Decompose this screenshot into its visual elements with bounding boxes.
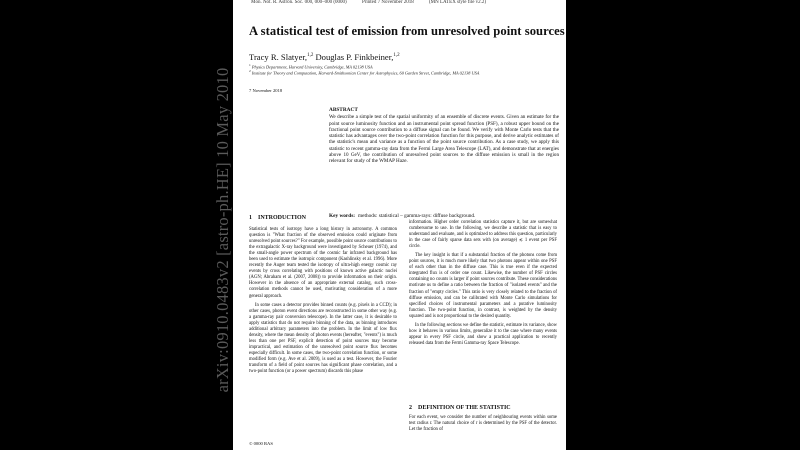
definition-paragraph-1: For each event, we consider the number of neighbouring events within some test radius r. The natural choice of r is determined by the PSF of the detector. Let the fraction of <box>409 415 557 433</box>
paper-page <box>233 0 566 450</box>
keywords-text: methods: statistical – gamma-rays: diffuse background. <box>358 213 476 219</box>
section-2-number: 2 <box>409 405 412 411</box>
section-introduction-heading <box>249 215 306 221</box>
abstract-heading: ABSTRACT <box>329 107 358 113</box>
affiliation-1-text: Physics Department, Harvard University, Cambridge, MA 02138 USA <box>250 64 373 70</box>
author-list <box>249 52 400 62</box>
arxiv-identifier <box>212 60 234 400</box>
affiliation-2-mark: 2 <box>249 69 251 73</box>
arxiv-identifier-text: arXiv:0910.0483v2 [astro-ph.HE] 10 May 2010 <box>213 67 232 393</box>
copyright-footer: © 0000 RAS <box>249 441 273 446</box>
right-column <box>409 220 557 350</box>
keywords-label: Key words: <box>329 213 356 219</box>
intro-paragraph-5: In the following sections we define the statistic, estimate its variance, show how it behaves in various limits, generalize it to the case where many events appear in every PSF circle, and show a practical application to recently released data from the Fermi Gamma-ray Space Telescope. <box>409 322 557 346</box>
intro-paragraph-2: In some cases a detector provides binned counts (e.g. pixels in a CCD); in other cases, photon event directions are reconstructed in some other way (e.g. a gamma-ray pair conversion telescope). In the latter case, it is desirable to apply statistics that do not require binning of the data, as binning introduces additional arbitrary parameters into the problem. In the limit of low flux density, where the mean density of photon events (hereafter, "events") is much less than one per PSF, explicit detection of point sources may become impractical, and estimation of the unresolved point source flux becomes especially difficult. In some cases, the two-point correlation function, or some modified form (e.g. Ave et al. 2009), is used as a test. However, the Fourier transform of a field of point sources has significant phase correlation, and a two-point function (or a power spectrum) discards this phase <box>249 302 397 375</box>
author-1: Tracy R. Slatyer, <box>249 52 308 62</box>
section-definition-heading <box>409 405 511 411</box>
running-head <box>251 0 551 5</box>
intro-paragraph-4: The key insight is that if a substantial fraction of the photons come from point sources, it is much more likely that two photons appear within one PSF of each other than in the diffuse case. This is true even if the expected integrated flux is of order one count. Likewise, the number of PSF circles containing no counts is larger if point sources contribute. These considerations motivate us to define a ratio between the fraction of "isolated events" and the fraction of "empty circles." This ratio is very closely related to the fraction of diffuse emission, and can be calibrated with Monte Carlo simulations for specified choices of instrumental parameters and a putative luminosity function. The two-point function, in contrast, is weighted by the density squared and is not proportional to the desired quantity. <box>409 253 557 319</box>
affiliation-1-mark: 1 <box>249 63 251 67</box>
author-1-affil: 1,2 <box>307 53 314 59</box>
section-1-number: 1 <box>249 215 252 221</box>
paper-title: A statistical test of emission from unresolved point sources <box>249 24 565 38</box>
section-1-title: INTRODUCTION <box>258 215 307 221</box>
printed-date: Printed 7 November 2018 <box>361 0 414 5</box>
section-2-title: DEFINITION OF THE STATISTIC <box>418 405 511 411</box>
author-2-affil: 1,2 <box>393 53 400 59</box>
intro-paragraph-1: Statistical tests of isotropy have a long history in astronomy. A common question is "What fraction of the observed emission could originate from unresolved point sources?" For example, possible point source contributions to the extragalactic X-ray background were investigated by Scheuer (1974), and the small-angle power spectrum of the cosmic far infrared background has been used to estimate the isotropic component (Kashlinsky et al. 1996). More recently the Auger team tested the isotropy of ultra-high energy cosmic ray events by cross correlating with positions of known active galactic nuclei (AGN; Abraham et al. (2007, 2008)) to provide information on their origin. However in the absence of an appropriate external catalog, such cross-correlation methods cannot be used, motivating consideration of a more general approach. <box>249 227 397 299</box>
author-2: Douglas P. Finkbeiner, <box>313 52 394 62</box>
abstract <box>329 107 559 165</box>
intro-paragraph-3: information. Higher order correlation statistics capture it, but are somewhat cumbersome to use. In the following, we describe a statistic that is easy to understand and evaluate, and is optimized to address this question, particularly in the case of fairly sparse data sets with (on average) ≲ 1 event per PSF circle. <box>409 220 557 250</box>
style-file: (MN LATEX style file v2.2) <box>429 0 487 5</box>
definition-column <box>409 415 557 436</box>
paper-date: 7 November 2018 <box>249 88 283 93</box>
keywords <box>329 213 559 219</box>
affiliation-2 <box>249 69 479 75</box>
left-column <box>249 227 397 378</box>
abstract-text: We describe a simple test of the spatial uniformity of an ensemble of discrete events. Given an estimate for the point source luminosity function and an instrumental point spread function (PSF), a robust upper bound on the fractional point source contribution to a diffuse signal can be found. We verify with Monte Carlo tests that the statistic has advantages over the two-point correlation function for this purpose, and derive analytic estimates of the statistic's mean and variance as a function of the point source contribution. As a case study, we apply this statistic to recent gamma-ray data from the Fermi Large Area Telescope (LAT), and demonstrate that at energies above 10 GeV, the contribution of unresolved point sources to the diffuse emission is small in the region relevant for study of the WMAP Haze. <box>329 114 559 165</box>
affiliation-2-text: Institute for Theory and Computation, Harvard-Smithsonian Center for Astrophysics, 60 Garden Street, Cambridge, MA 02138 USA <box>250 70 480 76</box>
journal-citation: Mon. Not. R. Astron. Soc. 000, 000–000 (0000) <box>251 0 347 5</box>
